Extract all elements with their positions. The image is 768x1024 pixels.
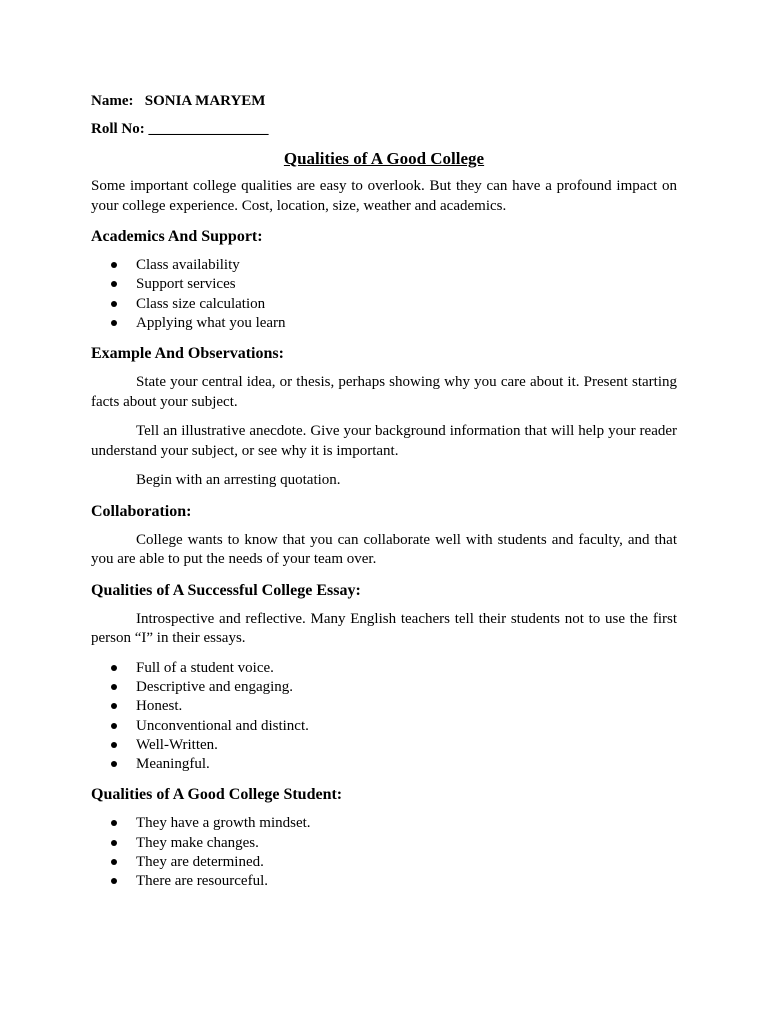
- bullet-icon: [111, 262, 117, 268]
- bullet-icon: [111, 281, 117, 287]
- list-item-text: They are determined.: [136, 854, 264, 871]
- list-item: [91, 314, 677, 333]
- list-item-text: They make changes.: [136, 834, 259, 851]
- examples-heading: Example And Observations:: [91, 345, 284, 363]
- list-item: [91, 678, 677, 697]
- list-item-text: Applying what you learn: [136, 314, 286, 331]
- list-item: [91, 717, 677, 736]
- list-item: [91, 295, 677, 314]
- list-item-text: Full of a student voice.: [136, 659, 274, 676]
- bullet-icon: [111, 684, 117, 690]
- examples-paragraph-2: Tell an illustrative anecdote. Give your background information that will help your reader understand your subject, or see why it is important.: [91, 423, 677, 459]
- list-item: [91, 853, 677, 872]
- examples-paragraph-1: State your central idea, or thesis, perhaps showing why you care about it. Present starting facts about your subject.: [91, 374, 677, 410]
- list-item: [91, 256, 677, 275]
- list-item: [91, 814, 677, 833]
- academics-list: [91, 256, 677, 333]
- bullet-icon: [111, 723, 117, 729]
- list-item: [91, 736, 677, 755]
- document-title: Qualities of A Good College: [283, 149, 485, 168]
- name-value: SONIA MARYEM: [144, 93, 266, 109]
- document-page: [91, 92, 677, 902]
- roll-label: Roll No:: [91, 121, 145, 137]
- bullet-icon: [111, 761, 117, 767]
- roll-value: ________________: [148, 121, 269, 137]
- list-item-text: Support services: [136, 276, 236, 293]
- bullet-icon: [111, 320, 117, 326]
- list-item-text: They have a growth mindset.: [136, 815, 311, 832]
- list-item-text: Meaningful.: [136, 756, 210, 773]
- bullet-icon: [111, 301, 117, 307]
- list-item: [91, 697, 677, 716]
- examples-paragraph-3: Begin with an arresting quotation.: [136, 472, 341, 489]
- list-item-text: Class availability: [136, 257, 240, 273]
- bullet-icon: [111, 742, 117, 748]
- essay-heading: Qualities of A Successful College Essay:: [91, 581, 361, 599]
- list-item: [91, 834, 677, 853]
- essay-paragraph: Introspective and reflective. Many English teachers tell their students not to use the first person “I” in their essays.: [91, 610, 677, 647]
- bullet-icon: [111, 840, 117, 846]
- student-list: [91, 814, 677, 891]
- collaboration-paragraph: College wants to know that you can collaborate well with students and faculty, and that you are able to put the needs of your team over.: [91, 531, 677, 568]
- list-item: [91, 872, 677, 891]
- collaboration-heading: Collaboration:: [91, 502, 192, 520]
- bullet-icon: [111, 820, 117, 826]
- list-item: [91, 659, 677, 678]
- intro-paragraph: Some important college qualities are easy to overlook. But they can have a profound impact on your college experience. Cost, location, size, weather and academics.: [91, 178, 677, 214]
- essay-list: [91, 659, 677, 775]
- academics-heading: Academics And Support:: [91, 228, 263, 245]
- list-item-text: Unconventional and distinct.: [136, 717, 309, 734]
- name-row: [91, 92, 677, 111]
- bullet-icon: [111, 703, 117, 709]
- list-item-text: Class size calculation: [136, 295, 266, 312]
- list-item: [91, 275, 677, 294]
- roll-row: [91, 120, 677, 139]
- student-heading: Qualities of A Good College Student:: [91, 786, 343, 804]
- list-item: [91, 755, 677, 774]
- list-item-text: Descriptive and engaging.: [136, 678, 294, 695]
- name-label: Name:: [91, 93, 134, 109]
- list-item-text: Honest.: [136, 698, 183, 715]
- list-item-text: There are resourceful.: [136, 873, 268, 890]
- bullet-icon: [111, 859, 117, 865]
- bullet-icon: [111, 878, 117, 884]
- list-item-text: Well-Written.: [136, 736, 218, 753]
- bullet-icon: [111, 665, 117, 671]
